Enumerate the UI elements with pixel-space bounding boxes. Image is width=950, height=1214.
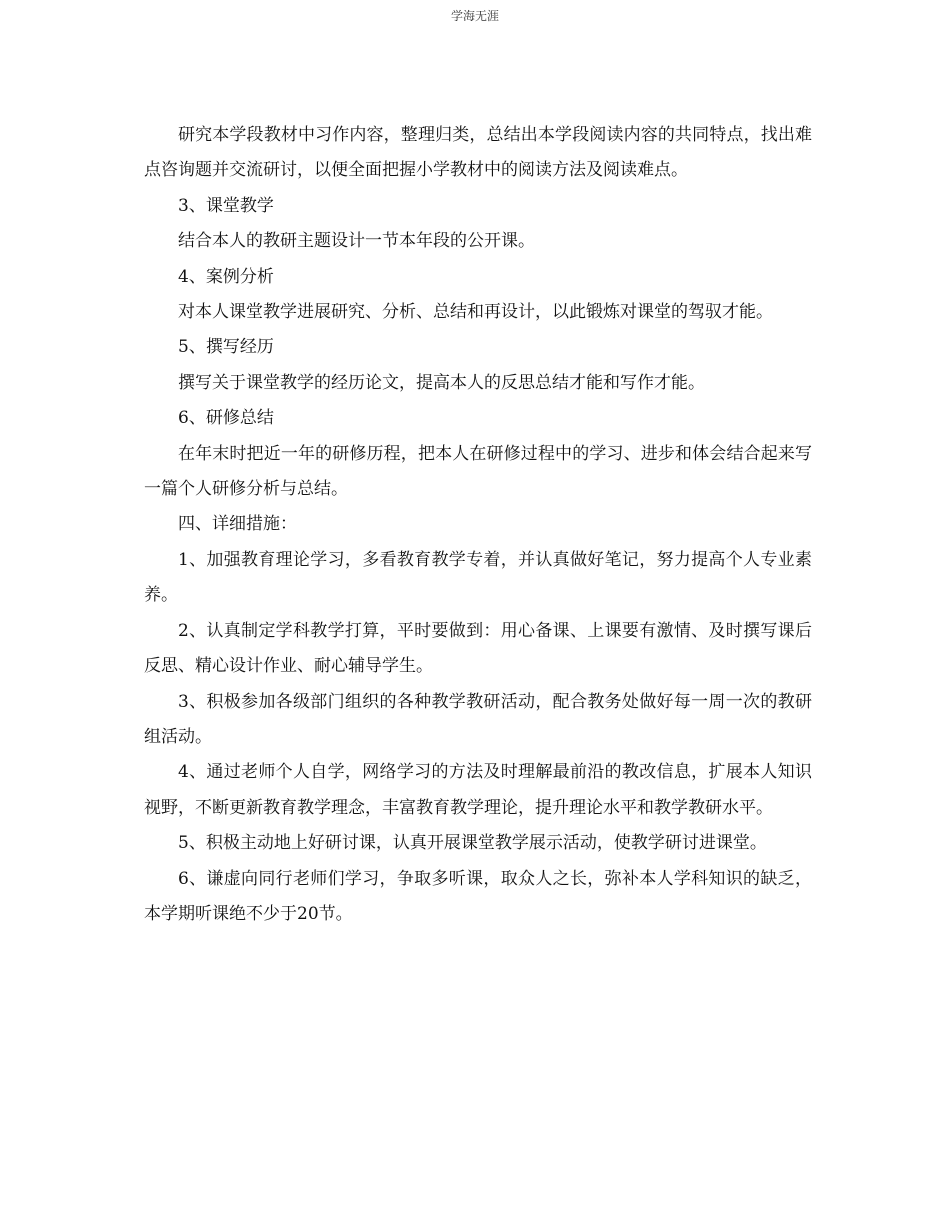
paragraph-writing-experience: 撰写关于课堂教学的经历论文，提高本人的反思总结才能和写作才能。	[178, 372, 705, 393]
paragraph-case-analysis: 对本人课堂教学进展研究、分析、总结和再设计，以此锻炼对课堂的驾驭才能。	[178, 302, 773, 323]
document-body	[144, 118, 812, 932]
measure-item: 4、通过老师个人自学，网络学习的方法及时理解最前沿的教改信息，扩展本人知识视野，不断更新教育教学理念，丰富教育教学理论，提升理论水平和教学教研水平。	[144, 762, 812, 818]
page-header: 学海无涯	[450, 9, 499, 23]
measure-item: 2、认真制定学科教学打算，平时要做到：用心备课、上课要有激情、及时撰写课后反思、精心设计作业、耐心辅导学生。	[144, 620, 812, 677]
measure-item: 5、积极主动地上好研讨课，认真开展课堂教学展示活动，使教学研讨进课堂。	[178, 833, 767, 854]
measure-item: 1、加强教育理论学习，多看教育教学专着，并认真做好笔记，努力提高个人专业素养。	[144, 549, 812, 606]
paragraph-study-summary: 在年末时把近一年的研修历程，把本人在研修过程中的学习、进步和体会结合起来写一篇个人研修分析与总结。	[144, 443, 812, 500]
heading-classroom-teaching: 3、课堂教学	[178, 195, 274, 216]
heading-detailed-measures: 四、详细措施：	[178, 514, 297, 535]
heading-writing-experience: 5、撰写经历	[178, 337, 274, 358]
measure-item: 3、积极参加各级部门组织的各种教学教研活动，配合教务处做好每一周一次的教研组活动。	[144, 691, 812, 747]
paragraph-open-class: 结合本人的教研主题设计一节本年段的公开课。	[178, 231, 535, 252]
heading-study-summary: 6、研修总结	[178, 408, 274, 429]
measure-item: 6、谦虚向同行老师们学习，争取多听课，取众人之长，弥补本人学科知识的缺乏，本学期听课绝不少于20节。	[144, 868, 812, 924]
heading-case-analysis: 4、案例分析	[178, 266, 274, 287]
paragraph-study-content: 研究本学段教材中习作内容，整理归类，总结出本学段阅读内容的共同特点，找出难点咨询题并交流研讨，以便全面把握小学教材中的阅读方法及阅读难点。	[144, 125, 812, 181]
